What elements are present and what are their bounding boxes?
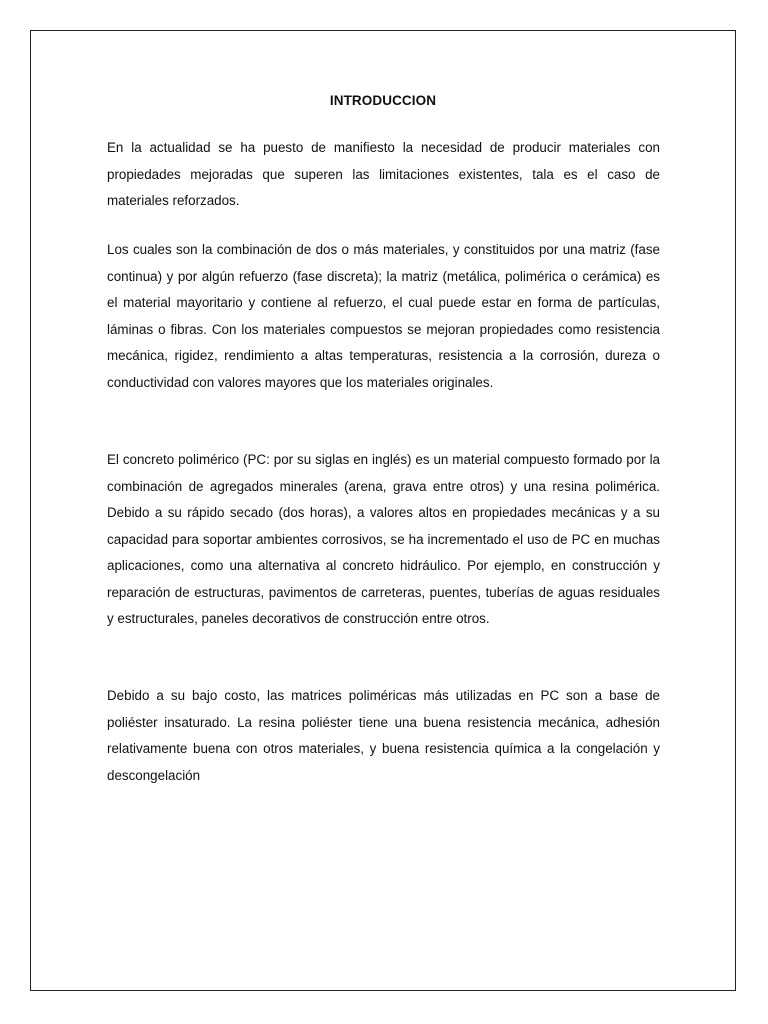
- paragraph-1: En la actualidad se ha puesto de manifiesto la necesidad de producir materiales con propiedades mejoradas que superen las limitaciones existentes, tala es el caso de materiales reforzados.: [107, 140, 660, 208]
- document-page: [30, 30, 736, 991]
- paragraph-2: Los cuales son la combinación de dos o más materiales, y constituidos por una matriz (fase continua) y por algún refuerzo (fase discreta); la matriz (metálica, polimérica o cerámica) es el material mayoritario y contiene al refuerzo, el cual puede estar en forma de partículas, láminas o fibras. Con los materiales compuestos se mejoran propiedades como resistencia mecánica, rigidez, rendimiento a altas temperaturas, resistencia a la corrosión, dureza o conductividad con valores mayores que los materiales originales.: [107, 242, 660, 390]
- paragraph-3: El concreto polimérico (PC: por su siglas en inglés) es un material compuesto formado por la combinación de agregados minerales (arena, grava entre otros) y una resina polimérica. Debido a su rápido secado (dos horas), a valores altos en propiedades mecánicas y a su capacidad para soportar ambientes corrosivos, se ha incrementado el uso de PC en muchas aplicaciones, como una alternativa al concreto hidráulico. Por ejemplo, en construcción y reparación de estructuras, pavimentos de carreteras, puentes, tuberías de aguas residuales y estructurales, paneles decorativos de construcción entre otros.: [107, 452, 660, 626]
- paragraph-4: Debido a su bajo costo, las matrices poliméricas más utilizadas en PC son a base de poliéster insaturado. La resina poliéster tiene una buena resistencia mecánica, adhesión relativamente buena con otros materiales, y buena resistencia química a la congelación y descongelación: [107, 688, 660, 783]
- document-title: INTRODUCCION: [329, 93, 437, 108]
